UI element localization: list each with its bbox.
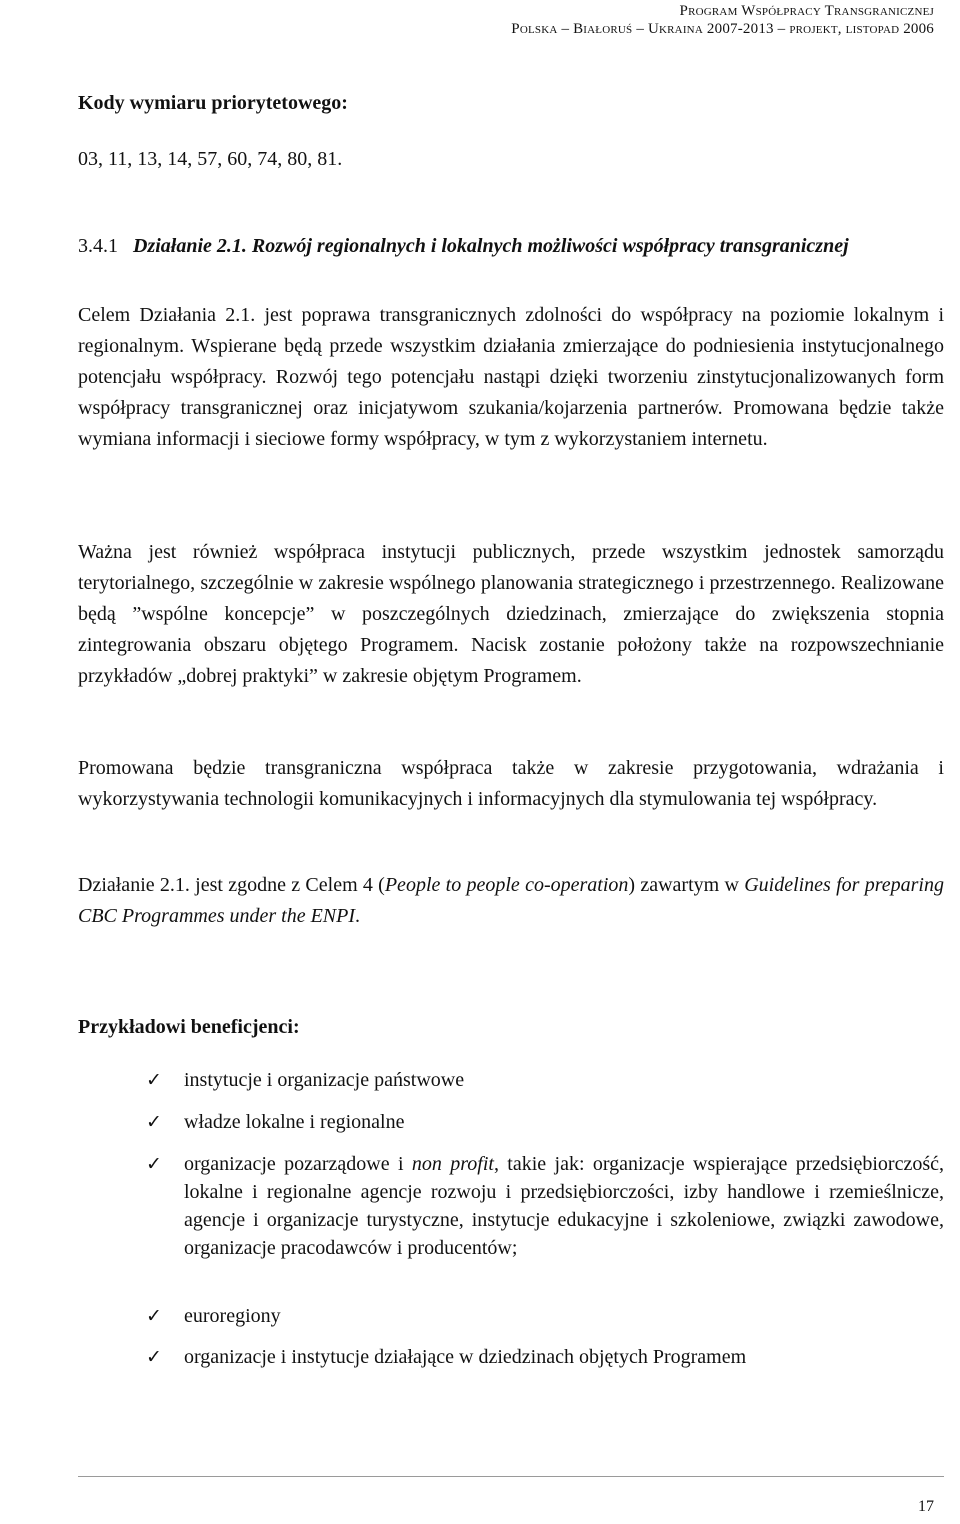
checkmark-icon: ✓ bbox=[146, 1346, 162, 1368]
guidelines-text-2: ) zawartym w bbox=[628, 874, 745, 896]
guidelines-italic-2: Guidelines for preparing CBC Programmes under the ENPI bbox=[78, 874, 944, 927]
paragraph-guidelines bbox=[78, 870, 944, 932]
checkmark-icon: ✓ bbox=[146, 1069, 162, 1091]
running-header bbox=[511, 2, 934, 38]
list-item-text-pre: organizacje pozarządowe i bbox=[184, 1153, 412, 1175]
guidelines-italic-1: People to people co-operation bbox=[384, 874, 629, 896]
list-item-text bbox=[184, 1150, 944, 1262]
list-item-text-italic: non profit bbox=[411, 1153, 494, 1175]
checkmark-icon: ✓ bbox=[146, 1111, 162, 1133]
list-item-text: władze lokalne i regionalne bbox=[184, 1111, 405, 1133]
list-item-text: organizacje i instytucje działające w dziedzinach objętych Programem bbox=[184, 1346, 747, 1368]
beneficiaries-heading: Przykładowi beneficjenci: bbox=[78, 1016, 300, 1038]
section-heading bbox=[78, 232, 944, 260]
section-title: Działanie 2.1. Rozwój regionalnych i lokalnych możliwości współpracy transgranicznej bbox=[133, 235, 849, 257]
section-number: 3.4.1 bbox=[78, 235, 118, 257]
codes-values: 03, 11, 13, 14, 57, 60, 74, 80, 81. bbox=[78, 148, 343, 170]
list-item-text: euroregiony bbox=[184, 1305, 281, 1327]
paragraph-aim: Celem Działania 2.1. jest poprawa transgranicznych zdolności do współpracy na poziomie lokalnym i regionalnym. Wspierane będą przede wszystkim działania zmierzające do podniesienia instytucjonalnego potencjału współpracy. Rozwój tego potencjału nastąpi dzięki tworzeniu zinstytucjonalizowanych form współpracy transgranicznej oraz inicjatywom szukania/kojarzenia partnerów. Promowana będzie także wymiana informacji i sieciowe formy współpracy, w tym z wykorzystaniem internetu. bbox=[78, 304, 944, 450]
page-number: 17 bbox=[918, 1498, 934, 1515]
checkmark-icon: ✓ bbox=[146, 1153, 162, 1175]
header-program-title: Program Współpracy Transgranicznej bbox=[679, 3, 934, 19]
codes-heading: Kody wymiaru priorytetowego: bbox=[78, 92, 348, 114]
footer-divider bbox=[78, 1476, 944, 1477]
header-program-subtitle: Polska – Białoruś – Ukraina 2007-2013 – projekt, listopad 2006 bbox=[511, 21, 934, 37]
paragraph-cooperation: Ważna jest również współpraca instytucji publicznych, przede wszystkim jednostek samorządu terytorialnego, szczególnie w zakresie wspólnego planowania strategicznego i przestrzennego. Realizowane będą ”wspólne koncepcje” w poszczególnych dziedzinach, zmierzające do zwiększenia stopnia zintegrowania obszaru objętego Programem. Nacisk zostanie położony także na rozpowszechnianie przykładów „dobrej praktyki” w zakresie objętym Programem. bbox=[78, 541, 944, 687]
paragraph-ict: Promowana będzie transgraniczna współpraca także w zakresie przygotowania, wdrażania i wykorzystywania technologii komunikacyjnych i informacyjnych dla stymulowania tej współpracy. bbox=[78, 757, 944, 810]
list-item-text: instytucje i organizacje państwowe bbox=[184, 1069, 465, 1091]
guidelines-text-1: Działanie 2.1. jest zgodne z Celem 4 ( bbox=[78, 874, 385, 896]
checkmark-icon: ✓ bbox=[146, 1305, 162, 1327]
guidelines-text-3: . bbox=[355, 905, 361, 927]
list-item-text-post: , takie jak: organizacje wspierające przedsiębiorczość, lokalne i regionalne agencje rozwoju i przedsiębiorczości, izby handlowe i rzemieślnicze, agencje i organizacje turystyczne, instytucje edukacyjne i szkoleniowe, związki zawodowe, organizacje pracodawców i producentów; bbox=[184, 1153, 944, 1259]
